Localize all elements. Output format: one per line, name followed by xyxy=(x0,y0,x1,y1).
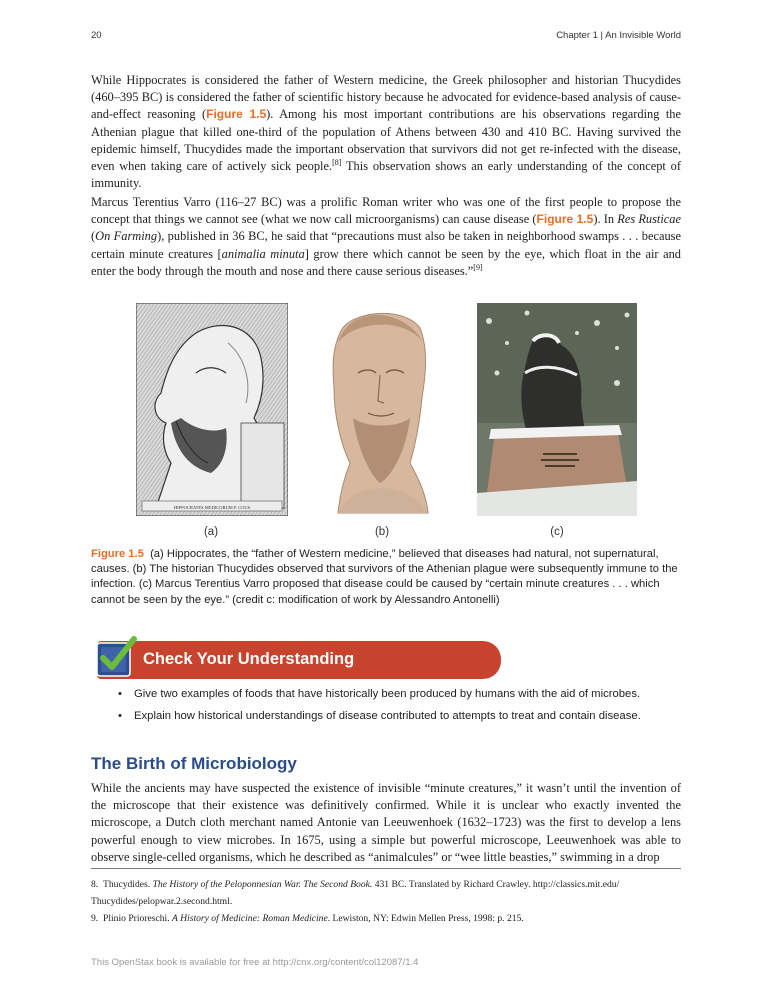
footnote-9: 9. Plinio Prioreschi. A History of Medicine: Roman Medicine. Lewiston, NY: Edwin Mellen Press, 1998: p. 215. xyxy=(91,913,524,924)
check-understanding-list xyxy=(116,687,641,730)
check-understanding-title: Check Your Understanding xyxy=(143,650,355,668)
footnote-ref-9[interactable]: [9] xyxy=(473,262,483,272)
figure-caption xyxy=(91,547,681,608)
engraving-inscription: HIPPOCRATES MEDICORUM P. COUS xyxy=(173,505,251,510)
figure-caption-title: Figure 1.5 xyxy=(91,548,144,560)
page-footer: This OpenStax book is available for free at http://cnx.org/content/col12087/1.4 xyxy=(91,957,419,968)
check-understanding-banner xyxy=(97,641,501,679)
list-item: • Explain how historical understandings of disease contributed to attempts to treat and contain disease. xyxy=(116,709,641,723)
section-heading: The Birth of Microbiology xyxy=(91,754,297,773)
paragraph-birth-microbiology: While the ancients may have suspected the existence of invisible “minute creatures,” it wasn’t until the invention of the microscope that their existence was definitively confirmed. While it is unclear who exactly invented the microscope, a Dutch cloth merchant named Antonie van Leeuwenhoek (1632–1723) was the first to develop a lens powerful enough to view microbes. In 1675, using a simple but powerful microscope, Leeuwenhoek was able to observe single-celled organisms, which he described as “animalcules” or “wee little beasties,” swimming in a drop xyxy=(91,781,681,864)
varro-statue-image xyxy=(477,303,637,516)
footnote-divider xyxy=(91,868,681,869)
hippocrates-engraving-image xyxy=(136,303,288,516)
checkbox-check-icon xyxy=(94,636,138,680)
figure-caption-text: (a) Hippocrates, the “father of Western medicine,” believed that diseases had natural, not supernatural, causes. (b) The historian Thucydides observed that survivors of the Athenian plague were subsequently immune to the infection. (c) Marcus Terentius Varro proposed that disease could be caused by “certain minute creatures . . . which cannot be seen by the eye.” (credit c: modification of work by Alessandro Antonelli) xyxy=(91,548,678,606)
figure-reference-link[interactable]: Figure 1.5 xyxy=(536,212,594,227)
figure-label-b: (b) xyxy=(374,526,390,538)
footnote-8: 8. Thucydides. The History of the Peloponnesian War. The Second Book. 431 BC. Translated by Richard Crawley. http://classics.mit.edu/ Thucydides/pelopwar.2.second.html. xyxy=(91,879,620,907)
paragraph-varro: Marcus Terentius Varro (116–27 BC) was a prolific Roman writer who was one of the first people to propose the concept that things we cannot see (what we now call microorganisms) can cause disease (Figure 1.5). In Res Rusticae (On Farming), published in 36 BC, he said that “precautions must also be taken in neighborhood swamps . . . because certain minute creatures [animalia minuta] grow there which cannot be seen by the eye, which float in the air and enter the body through the mouth and nose and there cause serious diseases.”[9] xyxy=(91,195,682,278)
paragraph-thucydides: While Hippocrates is considered the father of Western medicine, the Greek philosopher and historian Thucydides (460–395 BC) is considered the father of scientific history because he advocated for evidence-based analysis of cause-and-effect reasoning (Figure 1.5). Among his most important contributions are his observations regarding the Athenian plague that killed one-third of the population of Athens between 430 and 410 BC. Having survived the epidemic himself, Thucydides made the important observation that survivors did not get re-infected with the disease, even when taking care of actively sick people.[8] This observation shows an early understanding of the concept of immunity. xyxy=(91,73,681,191)
page-number: 20 xyxy=(91,30,102,41)
list-item: • Give two examples of foods that have historically been produced by humans with the aid of microbes. xyxy=(116,687,641,701)
page-header xyxy=(91,30,681,44)
figure-label-c: (c) xyxy=(550,526,564,538)
footnote-ref-8[interactable]: [8] xyxy=(332,157,342,167)
figure-reference-link[interactable]: Figure 1.5 xyxy=(206,107,267,122)
figure-label-a: (a) xyxy=(203,526,219,538)
thucydides-bust-image xyxy=(318,303,442,516)
chapter-title: Chapter 1 | An Invisible World xyxy=(556,30,681,41)
footnote-8-link[interactable]: 431 BC. Translated by Richard Crawley. http://classics.mit.edu/ Thucydides/pelopwar.2.second.html. xyxy=(91,879,620,907)
